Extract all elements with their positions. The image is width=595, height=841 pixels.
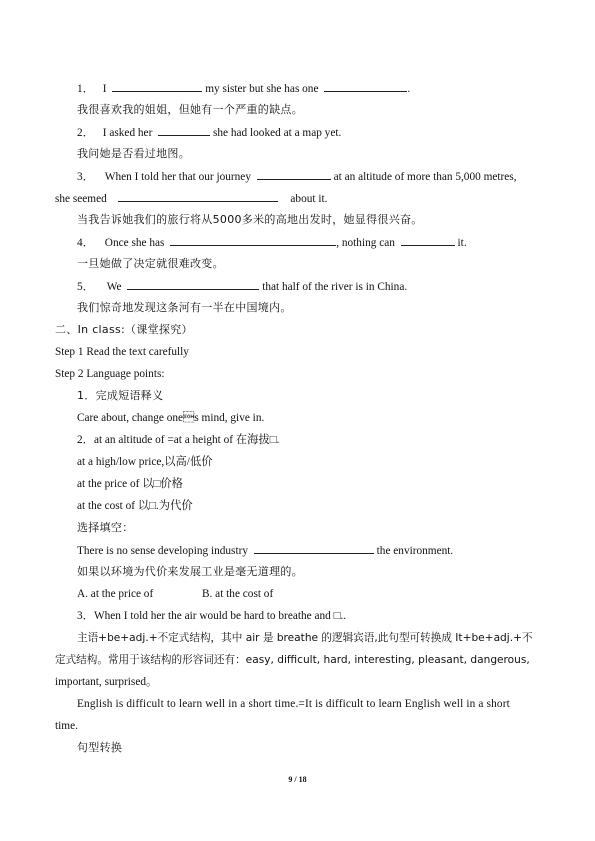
point-2-title: 2．at an altitude of =at a height of 在海拔□. — [77, 434, 280, 446]
text: that half of the river is in China. — [262, 281, 408, 293]
answer-blank[interactable] — [158, 125, 210, 136]
step-1: Step 1 Read the text carefully — [55, 346, 189, 358]
answer-blank[interactable] — [324, 81, 407, 92]
example-sentence-cont: time. — [55, 720, 78, 732]
item-number: 4． — [77, 237, 94, 249]
text: . — [407, 83, 411, 95]
section-heading: 二、In class:（课堂探究） — [55, 323, 193, 336]
translation: 当我告诉她我们的旅行将从5000多米的高地出发时，她显得很兴奋。 — [77, 213, 423, 226]
point-1-text: Care about, change ones mind, give in. — [77, 412, 265, 424]
text: she seemed — [55, 193, 107, 205]
item-number: 2． — [77, 127, 94, 139]
text: We — [106, 281, 122, 293]
translation: 我问她是否看过地图。 — [77, 147, 190, 160]
text: I — [102, 83, 107, 95]
text: Once she has — [104, 237, 165, 249]
exercise-2-line — [77, 125, 341, 140]
exercise-5-line — [77, 279, 407, 294]
option-a[interactable]: A. at the price of — [77, 588, 154, 600]
text: There is no sense developing industry — [77, 545, 248, 557]
sentence-conversion-label: 句型转换 — [77, 741, 123, 754]
item-number: 1． — [77, 83, 94, 95]
point-2-line-3: at the cost of 以□.为代价 — [77, 500, 193, 512]
option-b[interactable]: B. at the cost of — [202, 588, 274, 600]
choice-question — [77, 543, 453, 558]
text: it. — [457, 237, 467, 249]
answer-blank[interactable] — [401, 235, 455, 246]
answer-blank[interactable] — [170, 235, 336, 246]
step-2: Step 2 Language points: — [55, 368, 165, 380]
text: about it. — [290, 193, 328, 205]
text: my sister but she has one — [205, 83, 319, 95]
answer-blank[interactable] — [112, 81, 202, 92]
text: at an altitude of more than 5,000 metres, — [333, 171, 517, 183]
point-3-explanation-2: 定式结构。常用于该结构的形容词还有：easy, difficult, hard, interesting, pleasant, dangerous, — [55, 654, 530, 666]
translation: 一旦她做了决定就很难改变。 — [77, 257, 224, 270]
exercise-4-line — [77, 235, 467, 250]
translation: 我们惊奇地发现这条河有一半在中国境内。 — [77, 301, 292, 314]
exercise-3-line-2 — [55, 191, 327, 206]
choose-label: 选择填空： — [77, 521, 134, 534]
exercise-3-line — [77, 169, 517, 184]
answer-blank[interactable] — [127, 279, 259, 290]
answer-blank[interactable] — [257, 169, 331, 180]
text: I asked her — [102, 127, 153, 139]
text: the environment. — [376, 545, 454, 557]
exercise-1-line — [77, 81, 410, 96]
point-3-explanation-3: important, surprised。 — [55, 676, 158, 688]
text: When I told her that our journey — [104, 171, 251, 183]
point-1-title: 1．完成短语释义 — [77, 389, 164, 402]
page-number: 9 / 18 — [288, 775, 307, 784]
translation: 我很喜欢我的姐姐，但她有一个严重的缺点。 — [77, 103, 303, 116]
point-2-line-1: at a high/low price,以高/低价 — [77, 456, 213, 468]
answer-blank[interactable] — [118, 191, 278, 202]
example-sentence: English is difficult to learn well in a short time.=It is difficult to learn English well in a short — [77, 698, 510, 710]
answer-blank[interactable] — [254, 543, 374, 554]
translation: 如果以环境为代价来发展工业是毫无道理的。 — [77, 565, 303, 578]
text: she had looked at a map yet. — [213, 127, 342, 139]
text: , nothing can — [336, 237, 395, 249]
point-3-title: 3．When I told her the air would be hard to breathe and □.. — [77, 610, 347, 622]
point-3-explanation-1: 主语+be+adj.+不定式结构，其中 air 是 breathe 的逻辑宾语,此句型可转换成 It+be+adj.+不 — [77, 632, 533, 644]
point-2-line-2: at the price of 以□价格 — [77, 478, 183, 490]
item-number: 5． — [77, 281, 94, 293]
item-number: 3． — [77, 171, 94, 183]
